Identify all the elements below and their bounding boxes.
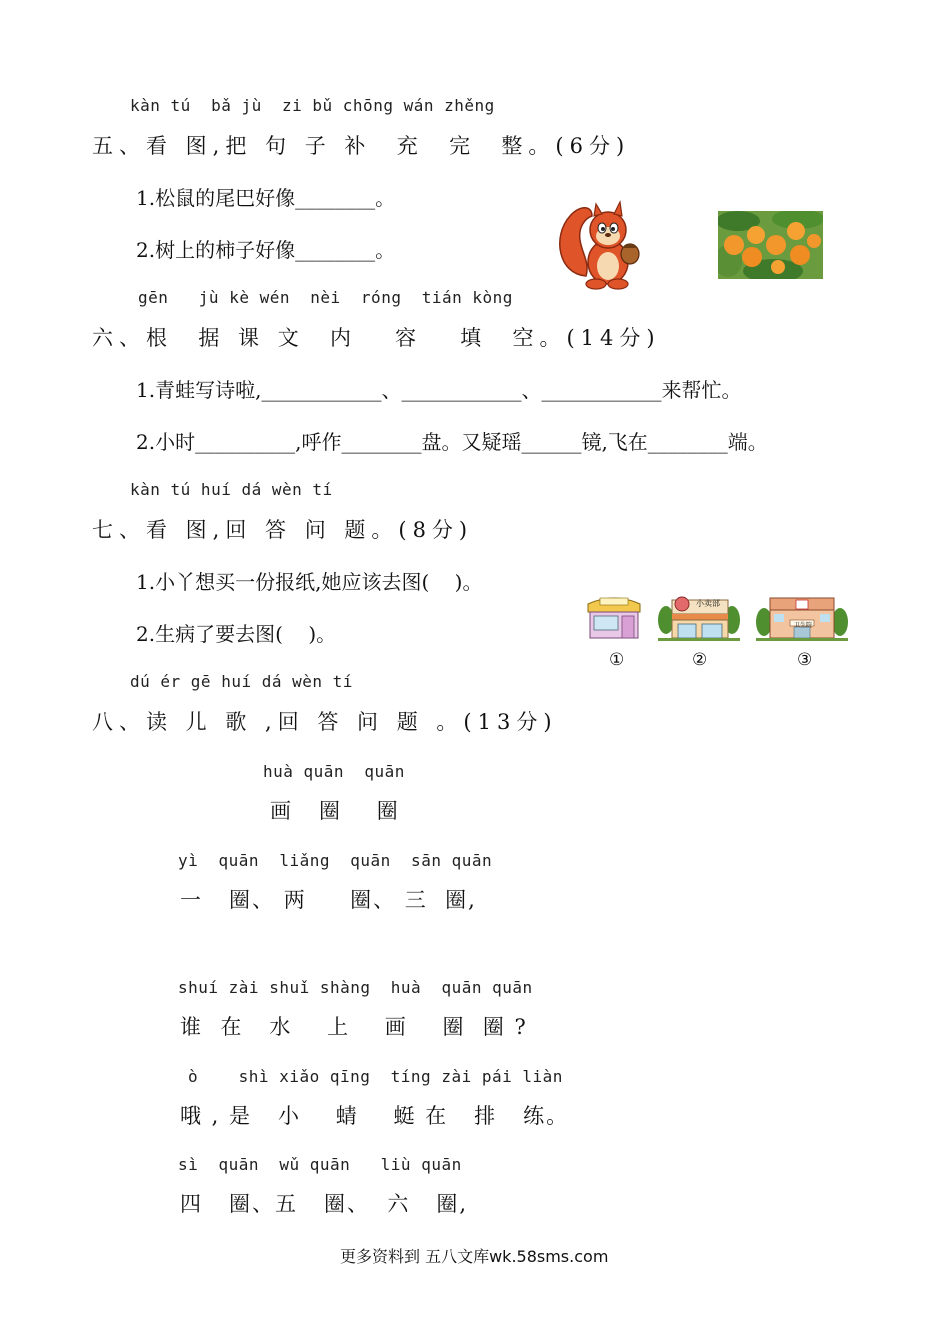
- section8-title: 八、读 儿 歌 ,回 答 问 题 。(13分): [92, 710, 558, 734]
- poem-line-4: 四 圈、五 圈、 六 圈,: [180, 1192, 469, 1216]
- picture-label-1: ①: [609, 650, 625, 670]
- poem-line-2: 谁 在 水 上 画 圈 圈 ?: [180, 1015, 528, 1039]
- shop-sign: 小卖部: [696, 599, 720, 608]
- section5-question-2: 2.树上的柿子好像________。: [136, 238, 396, 262]
- section6-pinyin: gēn jù kè wén nèi róng tián kòng: [138, 288, 513, 307]
- section6-title: 六、根 据 课 文 内 容 填 空。(14分): [92, 326, 661, 350]
- persimmon-tree-image: [718, 211, 823, 279]
- poem-line-2-pinyin: shuí zài shuǐ shàng huà quān quān: [178, 978, 533, 997]
- poem-line-1: 一 圈、 两 圈、 三 圈,: [180, 888, 477, 912]
- section6-question-1: 1.青蛙写诗啦,____________、____________、____________来帮忙。: [136, 378, 742, 402]
- section5-title: 五、看 图,把 句 子 补 充 完 整。(6分): [92, 134, 631, 158]
- footer-link[interactable]: 更多资料到 五八文库wk.58sms.com: [340, 1247, 609, 1266]
- picture-label-3: ③: [797, 650, 813, 670]
- section8-pinyin: dú ér gē huí dá wèn tí: [130, 672, 353, 691]
- section7-title: 七、看 图,回 答 问 题。(8分): [92, 518, 474, 542]
- poem-line-1-pinyin: yì quān liǎng quān sān quān: [178, 851, 493, 870]
- clinic-sign: 卫生院: [794, 622, 813, 629]
- poem-line-3: 哦 , 是 小 蜻 蜓 在 排 练。: [180, 1104, 570, 1128]
- section5-pinyin: kàn tú bǎ jù zi bǔ chōng wán zhěng: [130, 96, 495, 115]
- clinic-image: [756, 594, 848, 642]
- squirrel-image: [556, 196, 648, 292]
- section7-pinyin: kàn tú huí dá wèn tí: [130, 480, 333, 499]
- poem-title-pinyin: huà quān quān: [263, 762, 405, 781]
- poem-title: 画 圈 圈: [270, 799, 400, 823]
- newsstand-image: [584, 592, 644, 642]
- section7-question-2: 2.生病了要去图( )。: [136, 622, 337, 646]
- section7-question-1: 1.小丫想买一份报纸,她应该去图( )。: [136, 570, 483, 594]
- poem-line-3-pinyin: ò shì xiǎo qīng tíng zài pái liàn: [188, 1067, 563, 1086]
- poem-line-4-pinyin: sì quān wǔ quān liù quān: [178, 1155, 462, 1174]
- section5-question-1: 1.松鼠的尾巴好像________。: [136, 186, 396, 210]
- section6-question-2: 2.小时__________,呼作________盘。又疑瑶______镜,飞在________端。: [136, 430, 768, 454]
- picture-label-2: ②: [692, 650, 708, 670]
